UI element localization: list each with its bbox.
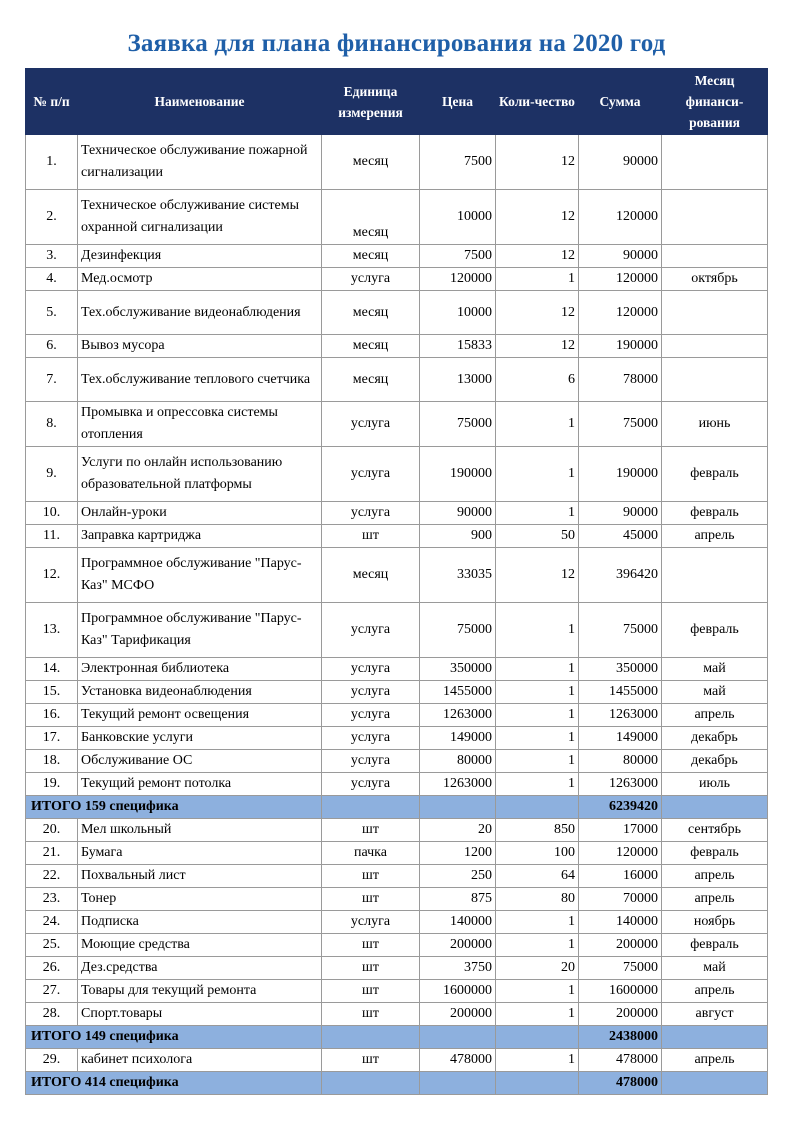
total-label: ИТОГО 414 специфика <box>26 1072 322 1095</box>
cell-month <box>662 190 768 245</box>
cell-price: 3750 <box>420 957 496 980</box>
table-row <box>26 704 768 727</box>
cell-price: 33035 <box>420 548 496 603</box>
page-title: Заявка для плана финансирования на 2020 год <box>127 30 666 57</box>
cell-unit: шт <box>322 957 420 980</box>
cell-name: Электронная библиотека <box>78 658 322 681</box>
cell-price: 200000 <box>420 1003 496 1026</box>
cell-price: 1263000 <box>420 773 496 796</box>
cell-price: 15833 <box>420 335 496 358</box>
cell-sum: 80000 <box>579 750 662 773</box>
cell-unit: услуга <box>322 911 420 934</box>
table-row <box>26 888 768 911</box>
cell-sum: 1455000 <box>579 681 662 704</box>
cell-unit: услуга <box>322 750 420 773</box>
cell-month <box>662 548 768 603</box>
cell-num: 15. <box>26 681 78 704</box>
cell-name: Обслуживание ОС <box>78 750 322 773</box>
cell-name: Онлайн-уроки <box>78 502 322 525</box>
cell-price: 13000 <box>420 358 496 402</box>
cell-unit: месяц <box>322 358 420 402</box>
cell-name: Товары для текущий ремонта <box>78 980 322 1003</box>
cell-unit: месяц <box>322 135 420 190</box>
cell-sum: 120000 <box>579 291 662 335</box>
cell-month: июль <box>662 773 768 796</box>
cell-month: ноябрь <box>662 911 768 934</box>
cell-name: Программное обслуживание "Парус-Каз" Тарификация <box>78 603 322 658</box>
total-sum: 6239420 <box>579 796 662 819</box>
cell-num: 26. <box>26 957 78 980</box>
header-name: Наименование <box>78 69 322 135</box>
table-row <box>26 658 768 681</box>
cell-sum: 350000 <box>579 658 662 681</box>
total-empty-cell <box>322 1072 420 1095</box>
total-empty-cell <box>420 1026 496 1049</box>
total-row <box>26 796 768 819</box>
cell-month <box>662 245 768 268</box>
cell-month: апрель <box>662 1049 768 1072</box>
cell-qty: 1 <box>496 658 579 681</box>
cell-num: 13. <box>26 603 78 658</box>
financing-table <box>25 68 768 1095</box>
cell-qty: 1 <box>496 681 579 704</box>
cell-name: Установка видеонаблюдения <box>78 681 322 704</box>
cell-unit: шт <box>322 888 420 911</box>
cell-num: 18. <box>26 750 78 773</box>
cell-qty: 850 <box>496 819 579 842</box>
table-row <box>26 773 768 796</box>
cell-unit: услуга <box>322 502 420 525</box>
cell-month <box>662 135 768 190</box>
cell-sum: 75000 <box>579 603 662 658</box>
cell-price: 875 <box>420 888 496 911</box>
cell-unit: шт <box>322 934 420 957</box>
total-row <box>26 1072 768 1095</box>
total-sum: 2438000 <box>579 1026 662 1049</box>
cell-num: 17. <box>26 727 78 750</box>
cell-sum: 75000 <box>579 402 662 447</box>
table-row <box>26 525 768 548</box>
cell-month <box>662 335 768 358</box>
cell-name: Текущий ремонт освещения <box>78 704 322 727</box>
table-row <box>26 865 768 888</box>
cell-qty: 100 <box>496 842 579 865</box>
cell-name: Промывка и опрессовка системы отопления <box>78 402 322 447</box>
cell-month: декабрь <box>662 750 768 773</box>
total-empty-cell <box>322 1026 420 1049</box>
cell-sum: 75000 <box>579 957 662 980</box>
cell-qty: 12 <box>496 335 579 358</box>
cell-sum: 1600000 <box>579 980 662 1003</box>
cell-sum: 396420 <box>579 548 662 603</box>
cell-sum: 478000 <box>579 1049 662 1072</box>
cell-qty: 12 <box>496 245 579 268</box>
table-row <box>26 291 768 335</box>
cell-sum: 149000 <box>579 727 662 750</box>
cell-name: Программное обслуживание "Парус-Каз" МСФО <box>78 548 322 603</box>
cell-unit: месяц <box>322 335 420 358</box>
cell-sum: 200000 <box>579 934 662 957</box>
cell-qty: 64 <box>496 865 579 888</box>
cell-name: Дезинфекция <box>78 245 322 268</box>
cell-unit: шт <box>322 980 420 1003</box>
cell-unit: месяц <box>322 245 420 268</box>
header-qty: Коли-чество <box>496 69 579 135</box>
cell-qty: 12 <box>496 135 579 190</box>
cell-month: апрель <box>662 888 768 911</box>
table-row <box>26 842 768 865</box>
cell-sum: 190000 <box>579 335 662 358</box>
cell-name: Дез.средства <box>78 957 322 980</box>
cell-num: 29. <box>26 1049 78 1072</box>
table-row <box>26 335 768 358</box>
cell-sum: 90000 <box>579 135 662 190</box>
cell-sum: 120000 <box>579 842 662 865</box>
cell-sum: 1263000 <box>579 773 662 796</box>
cell-price: 1600000 <box>420 980 496 1003</box>
table-row <box>26 502 768 525</box>
cell-name: Тех.обслуживание видеонаблюдения <box>78 291 322 335</box>
cell-name: Подписка <box>78 911 322 934</box>
cell-month: апрель <box>662 865 768 888</box>
total-empty-cell <box>322 796 420 819</box>
total-empty-cell <box>662 796 768 819</box>
cell-qty: 50 <box>496 525 579 548</box>
cell-unit: месяц <box>322 190 420 245</box>
cell-price: 149000 <box>420 727 496 750</box>
cell-num: 3. <box>26 245 78 268</box>
cell-month: февраль <box>662 842 768 865</box>
cell-unit: месяц <box>322 291 420 335</box>
header-month: Месяц финанси-рования <box>662 69 768 135</box>
cell-qty: 1 <box>496 704 579 727</box>
cell-num: 20. <box>26 819 78 842</box>
cell-num: 8. <box>26 402 78 447</box>
table-row <box>26 980 768 1003</box>
cell-price: 75000 <box>420 402 496 447</box>
cell-name: Мед.осмотр <box>78 268 322 291</box>
cell-name: кабинет психолога <box>78 1049 322 1072</box>
total-empty-cell <box>420 796 496 819</box>
cell-num: 22. <box>26 865 78 888</box>
cell-sum: 16000 <box>579 865 662 888</box>
cell-price: 20 <box>420 819 496 842</box>
cell-sum: 17000 <box>579 819 662 842</box>
cell-num: 9. <box>26 447 78 502</box>
cell-month: май <box>662 681 768 704</box>
cell-sum: 200000 <box>579 1003 662 1026</box>
cell-num: 28. <box>26 1003 78 1026</box>
table-header-row <box>26 69 768 135</box>
cell-sum: 70000 <box>579 888 662 911</box>
cell-price: 1455000 <box>420 681 496 704</box>
cell-unit: месяц <box>322 548 420 603</box>
cell-qty: 12 <box>496 548 579 603</box>
total-empty-cell <box>496 1072 579 1095</box>
cell-unit: услуга <box>322 727 420 750</box>
table-body <box>26 135 768 1095</box>
cell-qty: 1 <box>496 773 579 796</box>
cell-sum: 45000 <box>579 525 662 548</box>
table-row <box>26 957 768 980</box>
table-row <box>26 402 768 447</box>
header-price: Цена <box>420 69 496 135</box>
cell-unit: услуга <box>322 658 420 681</box>
cell-unit: услуга <box>322 268 420 291</box>
cell-unit: услуга <box>322 402 420 447</box>
table-row <box>26 190 768 245</box>
cell-sum: 1263000 <box>579 704 662 727</box>
cell-name: Мел школьный <box>78 819 322 842</box>
cell-qty: 1 <box>496 1003 579 1026</box>
cell-price: 7500 <box>420 135 496 190</box>
cell-month: май <box>662 957 768 980</box>
cell-price: 900 <box>420 525 496 548</box>
cell-month: декабрь <box>662 727 768 750</box>
cell-unit: услуга <box>322 447 420 502</box>
cell-sum: 190000 <box>579 447 662 502</box>
cell-num: 25. <box>26 934 78 957</box>
total-empty-cell <box>496 796 579 819</box>
cell-month: февраль <box>662 603 768 658</box>
cell-num: 24. <box>26 911 78 934</box>
cell-num: 27. <box>26 980 78 1003</box>
cell-qty: 1 <box>496 502 579 525</box>
table-row <box>26 911 768 934</box>
cell-num: 4. <box>26 268 78 291</box>
cell-sum: 140000 <box>579 911 662 934</box>
table-row <box>26 750 768 773</box>
cell-unit: шт <box>322 819 420 842</box>
cell-name: Банковские услуги <box>78 727 322 750</box>
cell-qty: 1 <box>496 447 579 502</box>
cell-price: 478000 <box>420 1049 496 1072</box>
cell-price: 7500 <box>420 245 496 268</box>
cell-month: август <box>662 1003 768 1026</box>
table-row <box>26 358 768 402</box>
cell-unit: услуга <box>322 603 420 658</box>
cell-price: 350000 <box>420 658 496 681</box>
table-row <box>26 135 768 190</box>
total-empty-cell <box>662 1026 768 1049</box>
cell-name: Бумага <box>78 842 322 865</box>
cell-month: апрель <box>662 980 768 1003</box>
cell-num: 10. <box>26 502 78 525</box>
cell-price: 140000 <box>420 911 496 934</box>
table-row <box>26 681 768 704</box>
table-row <box>26 603 768 658</box>
cell-num: 11. <box>26 525 78 548</box>
cell-month <box>662 291 768 335</box>
total-empty-cell <box>496 1026 579 1049</box>
cell-sum: 90000 <box>579 502 662 525</box>
cell-name: Моющие средства <box>78 934 322 957</box>
cell-num: 2. <box>26 190 78 245</box>
cell-price: 190000 <box>420 447 496 502</box>
cell-unit: шт <box>322 525 420 548</box>
table-row <box>26 268 768 291</box>
header-sum: Сумма <box>579 69 662 135</box>
cell-sum: 120000 <box>579 190 662 245</box>
cell-num: 19. <box>26 773 78 796</box>
total-empty-cell <box>420 1072 496 1095</box>
cell-unit: шт <box>322 1049 420 1072</box>
cell-name: Тех.обслуживание теплового счетчика <box>78 358 322 402</box>
cell-qty: 1 <box>496 980 579 1003</box>
cell-month: февраль <box>662 502 768 525</box>
cell-name: Услуги по онлайн использованию образовательной платформы <box>78 447 322 502</box>
cell-unit: шт <box>322 1003 420 1026</box>
cell-price: 80000 <box>420 750 496 773</box>
header-unit: Единица измерения <box>322 69 420 135</box>
cell-price: 10000 <box>420 190 496 245</box>
cell-num: 7. <box>26 358 78 402</box>
cell-name: Вывоз мусора <box>78 335 322 358</box>
cell-name: Похвальный лист <box>78 865 322 888</box>
cell-num: 12. <box>26 548 78 603</box>
cell-unit: пачка <box>322 842 420 865</box>
cell-month: октябрь <box>662 268 768 291</box>
cell-qty: 12 <box>496 291 579 335</box>
cell-name: Спорт.товары <box>78 1003 322 1026</box>
cell-price: 200000 <box>420 934 496 957</box>
cell-qty: 1 <box>496 727 579 750</box>
table-row <box>26 1003 768 1026</box>
cell-num: 23. <box>26 888 78 911</box>
cell-sum: 78000 <box>579 358 662 402</box>
cell-name: Текущий ремонт потолка <box>78 773 322 796</box>
cell-sum: 90000 <box>579 245 662 268</box>
cell-price: 90000 <box>420 502 496 525</box>
cell-num: 1. <box>26 135 78 190</box>
cell-unit: услуга <box>322 773 420 796</box>
cell-qty: 1 <box>496 268 579 291</box>
total-sum: 478000 <box>579 1072 662 1095</box>
cell-qty: 1 <box>496 402 579 447</box>
cell-name: Техническое обслуживание системы охранной сигнализации <box>78 190 322 245</box>
cell-price: 1200 <box>420 842 496 865</box>
total-label: ИТОГО 149 специфика <box>26 1026 322 1049</box>
cell-price: 75000 <box>420 603 496 658</box>
cell-name: Заправка картриджа <box>78 525 322 548</box>
cell-unit: шт <box>322 865 420 888</box>
cell-month: апрель <box>662 704 768 727</box>
cell-unit: услуга <box>322 681 420 704</box>
cell-month: апрель <box>662 525 768 548</box>
cell-qty: 1 <box>496 934 579 957</box>
cell-qty: 12 <box>496 190 579 245</box>
cell-unit: услуга <box>322 704 420 727</box>
cell-sum: 120000 <box>579 268 662 291</box>
cell-name: Техническое обслуживание пожарной сигнализации <box>78 135 322 190</box>
cell-qty: 1 <box>496 750 579 773</box>
cell-month <box>662 358 768 402</box>
cell-month: сентябрь <box>662 819 768 842</box>
table-row <box>26 1049 768 1072</box>
cell-name: Тонер <box>78 888 322 911</box>
cell-num: 21. <box>26 842 78 865</box>
table-row <box>26 548 768 603</box>
cell-num: 6. <box>26 335 78 358</box>
cell-price: 10000 <box>420 291 496 335</box>
cell-num: 14. <box>26 658 78 681</box>
cell-price: 250 <box>420 865 496 888</box>
cell-month: февраль <box>662 447 768 502</box>
table-row <box>26 447 768 502</box>
cell-price: 120000 <box>420 268 496 291</box>
cell-price: 1263000 <box>420 704 496 727</box>
cell-num: 16. <box>26 704 78 727</box>
total-row <box>26 1026 768 1049</box>
cell-qty: 6 <box>496 358 579 402</box>
total-empty-cell <box>662 1072 768 1095</box>
table-row <box>26 245 768 268</box>
cell-qty: 20 <box>496 957 579 980</box>
cell-qty: 1 <box>496 1049 579 1072</box>
cell-num: 5. <box>26 291 78 335</box>
cell-month: май <box>662 658 768 681</box>
cell-qty: 1 <box>496 603 579 658</box>
cell-month: июнь <box>662 402 768 447</box>
table-row <box>26 819 768 842</box>
header-num: № п/п <box>26 69 78 135</box>
cell-month: февраль <box>662 934 768 957</box>
table-row <box>26 727 768 750</box>
cell-qty: 80 <box>496 888 579 911</box>
total-label: ИТОГО 159 специфика <box>26 796 322 819</box>
cell-qty: 1 <box>496 911 579 934</box>
table-row <box>26 934 768 957</box>
